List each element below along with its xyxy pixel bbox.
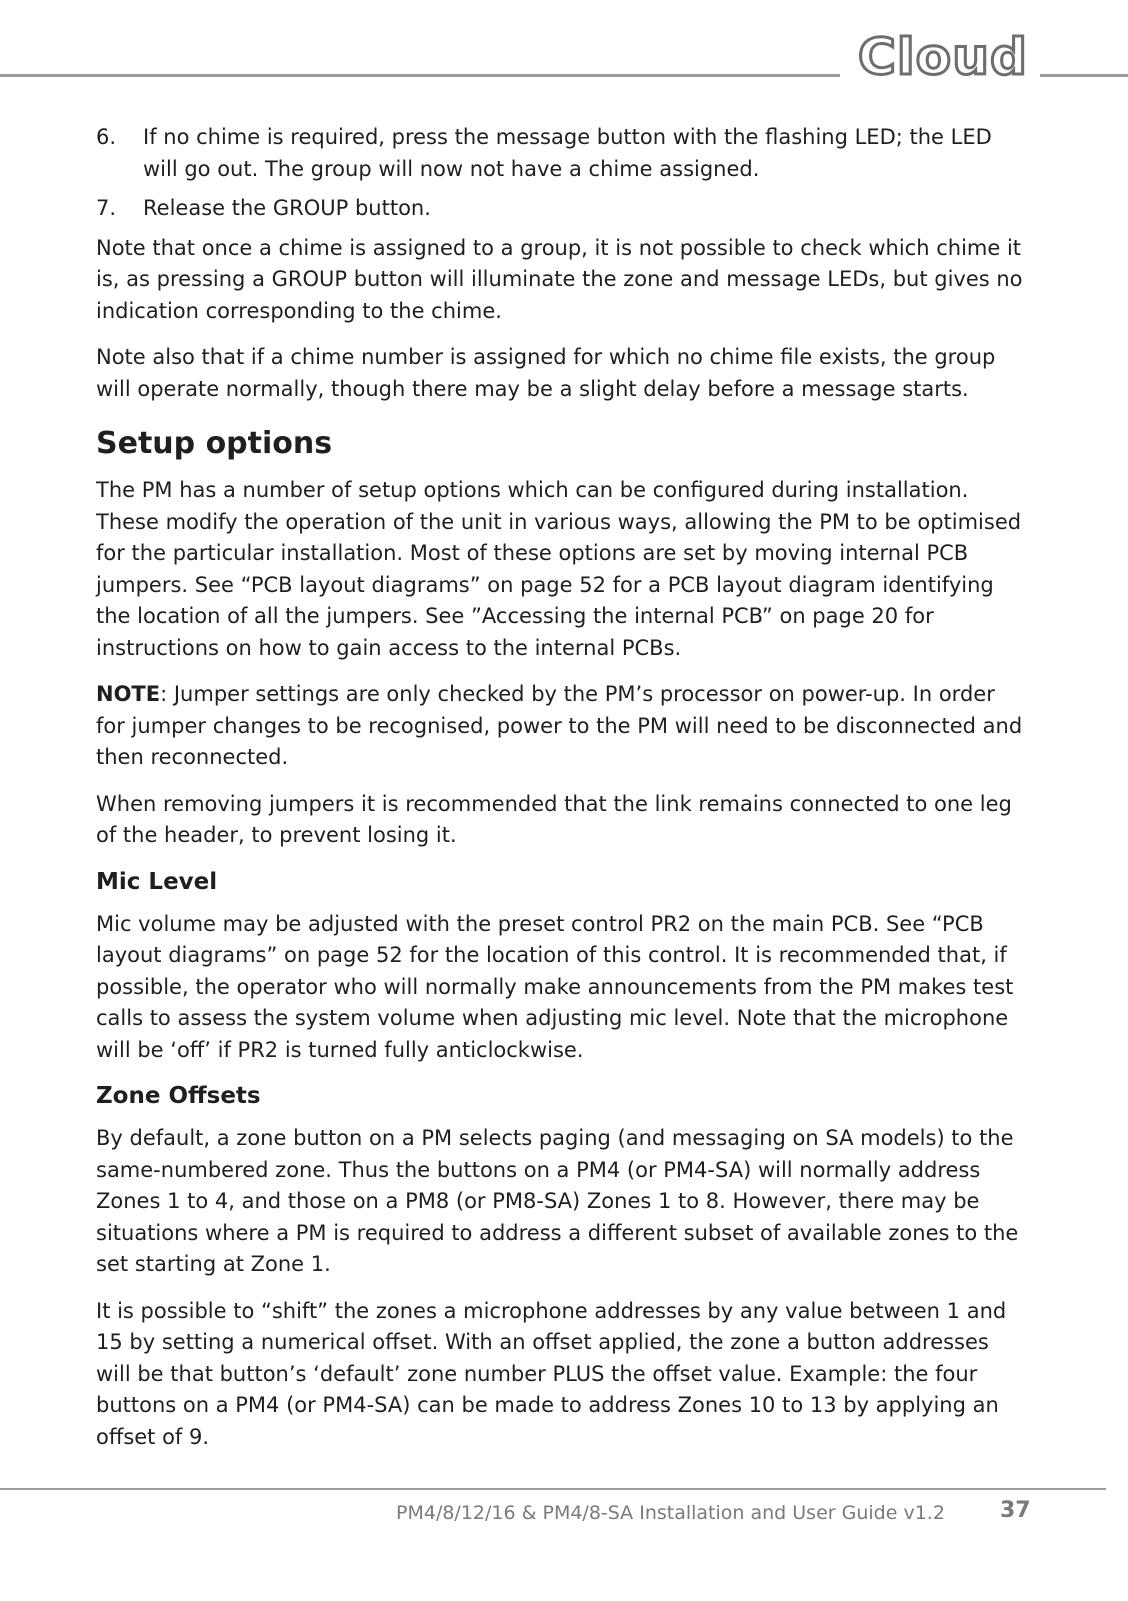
zone-offsets-paragraph-1: By default, a zone button on a PM selects paging (and messaging on SA models) to the same-numbered zone. Thus the buttons on a PM4 (or PM4-SA) will normally address Zones 1 to 4, and those on a PM8 (or PM8-SA) Zones 1 to 8. However, there may be situations where a PM is required to address a different subset of available zones to the set starting at Zone 1.: [96, 1126, 1019, 1276]
jumper-note-paragraph: [96, 679, 1026, 774]
cloud-logo: [856, 28, 1032, 80]
list-item: [96, 122, 1026, 185]
setup-intro-paragraph: The PM has a number of setup options which can be configured during installation. These modify the operation of the unit in various ways, allowing the PM to be optimised for the particular installation. Most of these options are set by moving internal PCB jumpers. See “PCB layout diagrams” on page 52 for a PCB layout diagram identifying the location of all the jumpers. See ”Accessing the internal PCB” on page 20 for instructions on how to gain access to the internal PCBs.: [96, 478, 1022, 660]
chime-note-paragraph: Note that once a chime is assigned to a group, it is not possible to check which chime it is, as pressing a GROUP button will illuminate the zone and message LEDs, but gives no indication corresponding to the chime.: [96, 235, 1023, 323]
mic-level-paragraph: Mic volume may be adjusted with the preset control PR2 on the main PCB. See “PCB layout diagrams” on page 52 for the location of this control. It is recommended that, if possible, the operator who will normally make announcements from the PM makes test calls to assess the system volume when adjusting mic level. Note that the microphone will be ‘off’ if PR2 is turned fully anticlockwise.: [96, 911, 1014, 1062]
step-number: 7.: [96, 196, 117, 220]
note-label: NOTE: [96, 682, 161, 706]
zone-offsets-heading: Zone Offsets: [96, 1083, 261, 1109]
footer-rule: [0, 1488, 1106, 1490]
setup-options-heading: Setup options: [96, 426, 333, 461]
mic-level-heading: Mic Level: [96, 868, 218, 895]
footer-guide-title: PM4/8/12/16 & PM4/8-SA Installation and User Guide v1.2: [396, 1502, 945, 1524]
step-text: If no chime is required, press the message button with the flashing LED; the LED will go out. The group will now not have a chime assigned.: [143, 125, 992, 181]
logo-text: Cloud: [858, 28, 1028, 80]
steps-list: [96, 122, 1026, 225]
step-text: Release the GROUP button.: [143, 196, 431, 220]
page-content: [96, 122, 1026, 1468]
chime-file-note-paragraph: Note also that if a chime number is assigned for which no chime file exists, the group will operate normally, though there may be a slight delay before a message starts.: [96, 345, 996, 401]
removing-jumpers-paragraph: When removing jumpers it is recommended that the link remains connected to one leg of the header, to prevent losing it.: [96, 791, 1012, 847]
header-rule-right: [1040, 74, 1128, 77]
page-number: 37: [1000, 1498, 1031, 1523]
step-number: 6.: [96, 125, 117, 149]
list-item: [96, 193, 1026, 225]
header-rule-left: [0, 74, 840, 77]
zone-offsets-paragraph-2: It is possible to “shift” the zones a microphone addresses by any value between 1 and 15 by setting a numerical offset. With an offset applied, the zone a button addresses will be that button’s ‘default’ zone number PLUS the offset value. Example: the four buttons on a PM4 (or PM4-SA) can be made to address Zones 10 to 13 by applying an offset of 9.: [96, 1298, 1007, 1449]
note-text: : Jumper settings are only checked by the PM’s processor on power-up. In order for jumper changes to be recognised, power to the PM will need to be disconnected and then reconnected.: [96, 682, 1023, 769]
